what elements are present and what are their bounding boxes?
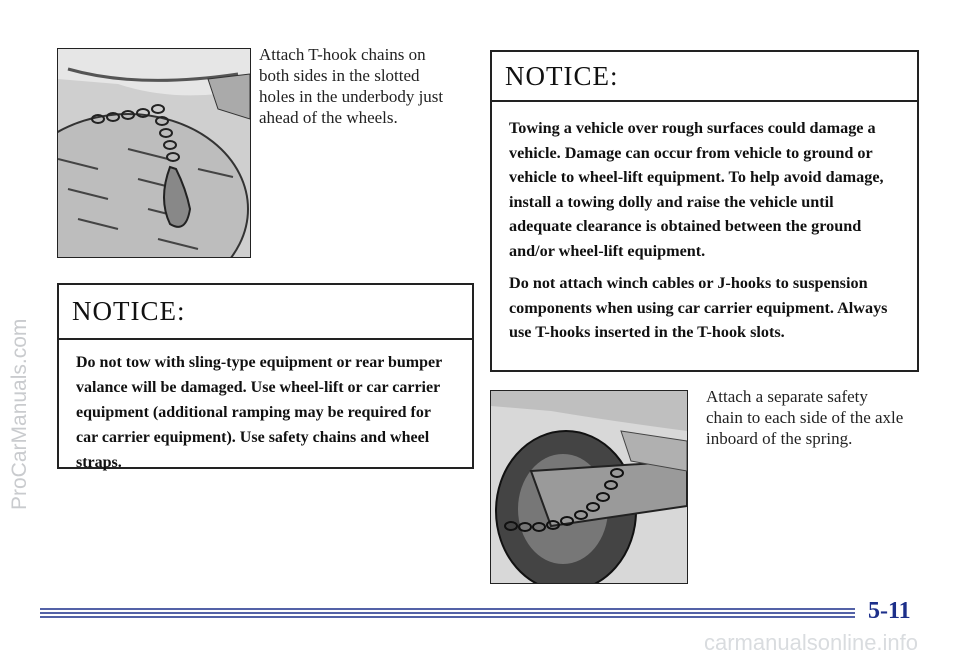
notice-title-left bbox=[59, 285, 472, 340]
notice-title-right bbox=[492, 52, 917, 102]
side-watermark-text: ProCarManuals.com bbox=[8, 318, 31, 510]
t-hook-caption: Attach T-hook chains on both sides in the slotted holes in the underbody just ahead of the wheels. bbox=[259, 45, 444, 127]
notice-box-left bbox=[57, 283, 474, 469]
notice-title-left-text: NOTICE: bbox=[72, 296, 186, 326]
bottom-watermark: carmanualsonline.info bbox=[704, 630, 919, 655]
footer-rules bbox=[40, 606, 855, 620]
notice-body-right bbox=[492, 102, 917, 361]
page-number: 5-11 bbox=[868, 598, 911, 624]
safety-chain-caption: Attach a separate safety chain to each side of the axle inboard of the spring. bbox=[706, 387, 904, 448]
notice-right-paragraph-1: Towing a vehicle over rough surfaces could damage a vehicle. Damage can occur from vehicle to ground or vehicle to wheel-lift equipment. To help avoid damage, install a towing dolly and raise the vehicle until adequate clearance is obtained between the ground and/or wheel-lift equipment. bbox=[509, 119, 884, 260]
notice-box-right bbox=[490, 50, 919, 372]
safety-chain-photo bbox=[490, 390, 688, 584]
side-watermark bbox=[2, 160, 36, 520]
notice-body-left bbox=[59, 340, 472, 491]
t-hook-chain-photo bbox=[57, 48, 251, 258]
notice-title-right-text: NOTICE: bbox=[505, 60, 619, 91]
notice-right-paragraph-2: Do not attach winch cables or J-hooks to suspension components when using car carrier equipment. Always use T-hooks inserted in the T-hook slots. bbox=[509, 274, 888, 341]
notice-left-paragraph: Do not tow with sling-type equipment or rear bumper valance will be damaged. Use wheel-lift or car carrier equipment (additional ramping may be required for car carrier equipment). Use safety chains and wheel straps. bbox=[76, 354, 442, 471]
